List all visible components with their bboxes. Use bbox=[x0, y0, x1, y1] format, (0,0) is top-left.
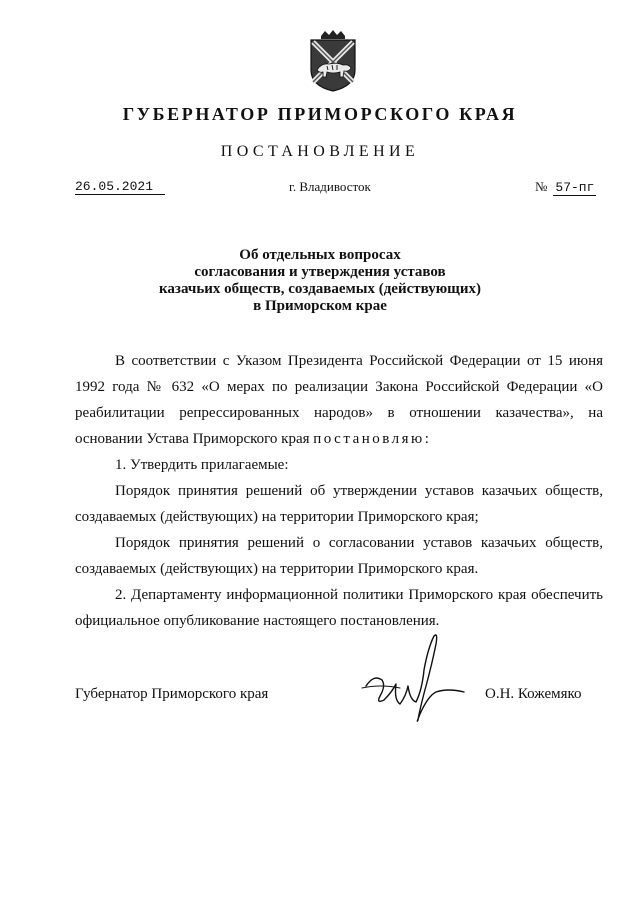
document-number bbox=[535, 179, 596, 195]
document-city: г. Владивосток bbox=[289, 179, 371, 194]
handwritten-signature-icon bbox=[360, 630, 470, 725]
body-paragraph: 2. Департаменту информационной политики Приморского края обеспечить официальное опубликование настоящего постановления. bbox=[75, 587, 603, 629]
body-paragraph bbox=[75, 348, 603, 452]
title-line: согласования и утверждения уставов bbox=[194, 264, 446, 280]
document-title bbox=[0, 247, 640, 315]
document-body bbox=[75, 348, 603, 634]
title-line: казачьих обществ, создаваемых (действующих) bbox=[159, 281, 481, 297]
preamble-text: В соответствии с Указом Президента Российской Федерации от 15 июня 1992 года № 632 «О мерах по реализации Закона Российской Федерации «О реабилитации репрессированных народов» в отношении казачества», на основании Устава Приморского края bbox=[75, 353, 603, 447]
number-sign: № bbox=[535, 179, 548, 194]
body-paragraph: Порядок принятия решений об утверждении уставов казачьих обществ, создаваемых (действующих) на территории Приморского края; bbox=[75, 483, 603, 525]
preamble-colon: : bbox=[424, 431, 429, 447]
document-type: ПОСТАНОВЛЕНИЕ bbox=[220, 143, 420, 160]
body-paragraph: Порядок принятия решений о согласовании уставов казачьих обществ, создаваемых (действующих) на территории Приморского края. bbox=[75, 535, 603, 577]
signatory-name: О.Н. Кожемяко bbox=[485, 686, 582, 702]
number-value: 57-пг bbox=[555, 180, 595, 195]
body-paragraph: 1. Утвердить прилагаемые: bbox=[115, 457, 289, 473]
title-line: Об отдельных вопросах bbox=[239, 247, 401, 263]
title-line: в Приморском крае bbox=[253, 298, 387, 314]
resolve-word: постановляю bbox=[313, 431, 425, 447]
document-date: 26.05.2021 bbox=[75, 179, 165, 195]
signatory-role: Губернатор Приморского края bbox=[75, 686, 269, 702]
issuing-authority: ГУБЕРНАТОР ПРИМОРСКОГО КРАЯ bbox=[122, 104, 518, 124]
primorsky-krai-coat-of-arms-icon bbox=[303, 30, 363, 92]
